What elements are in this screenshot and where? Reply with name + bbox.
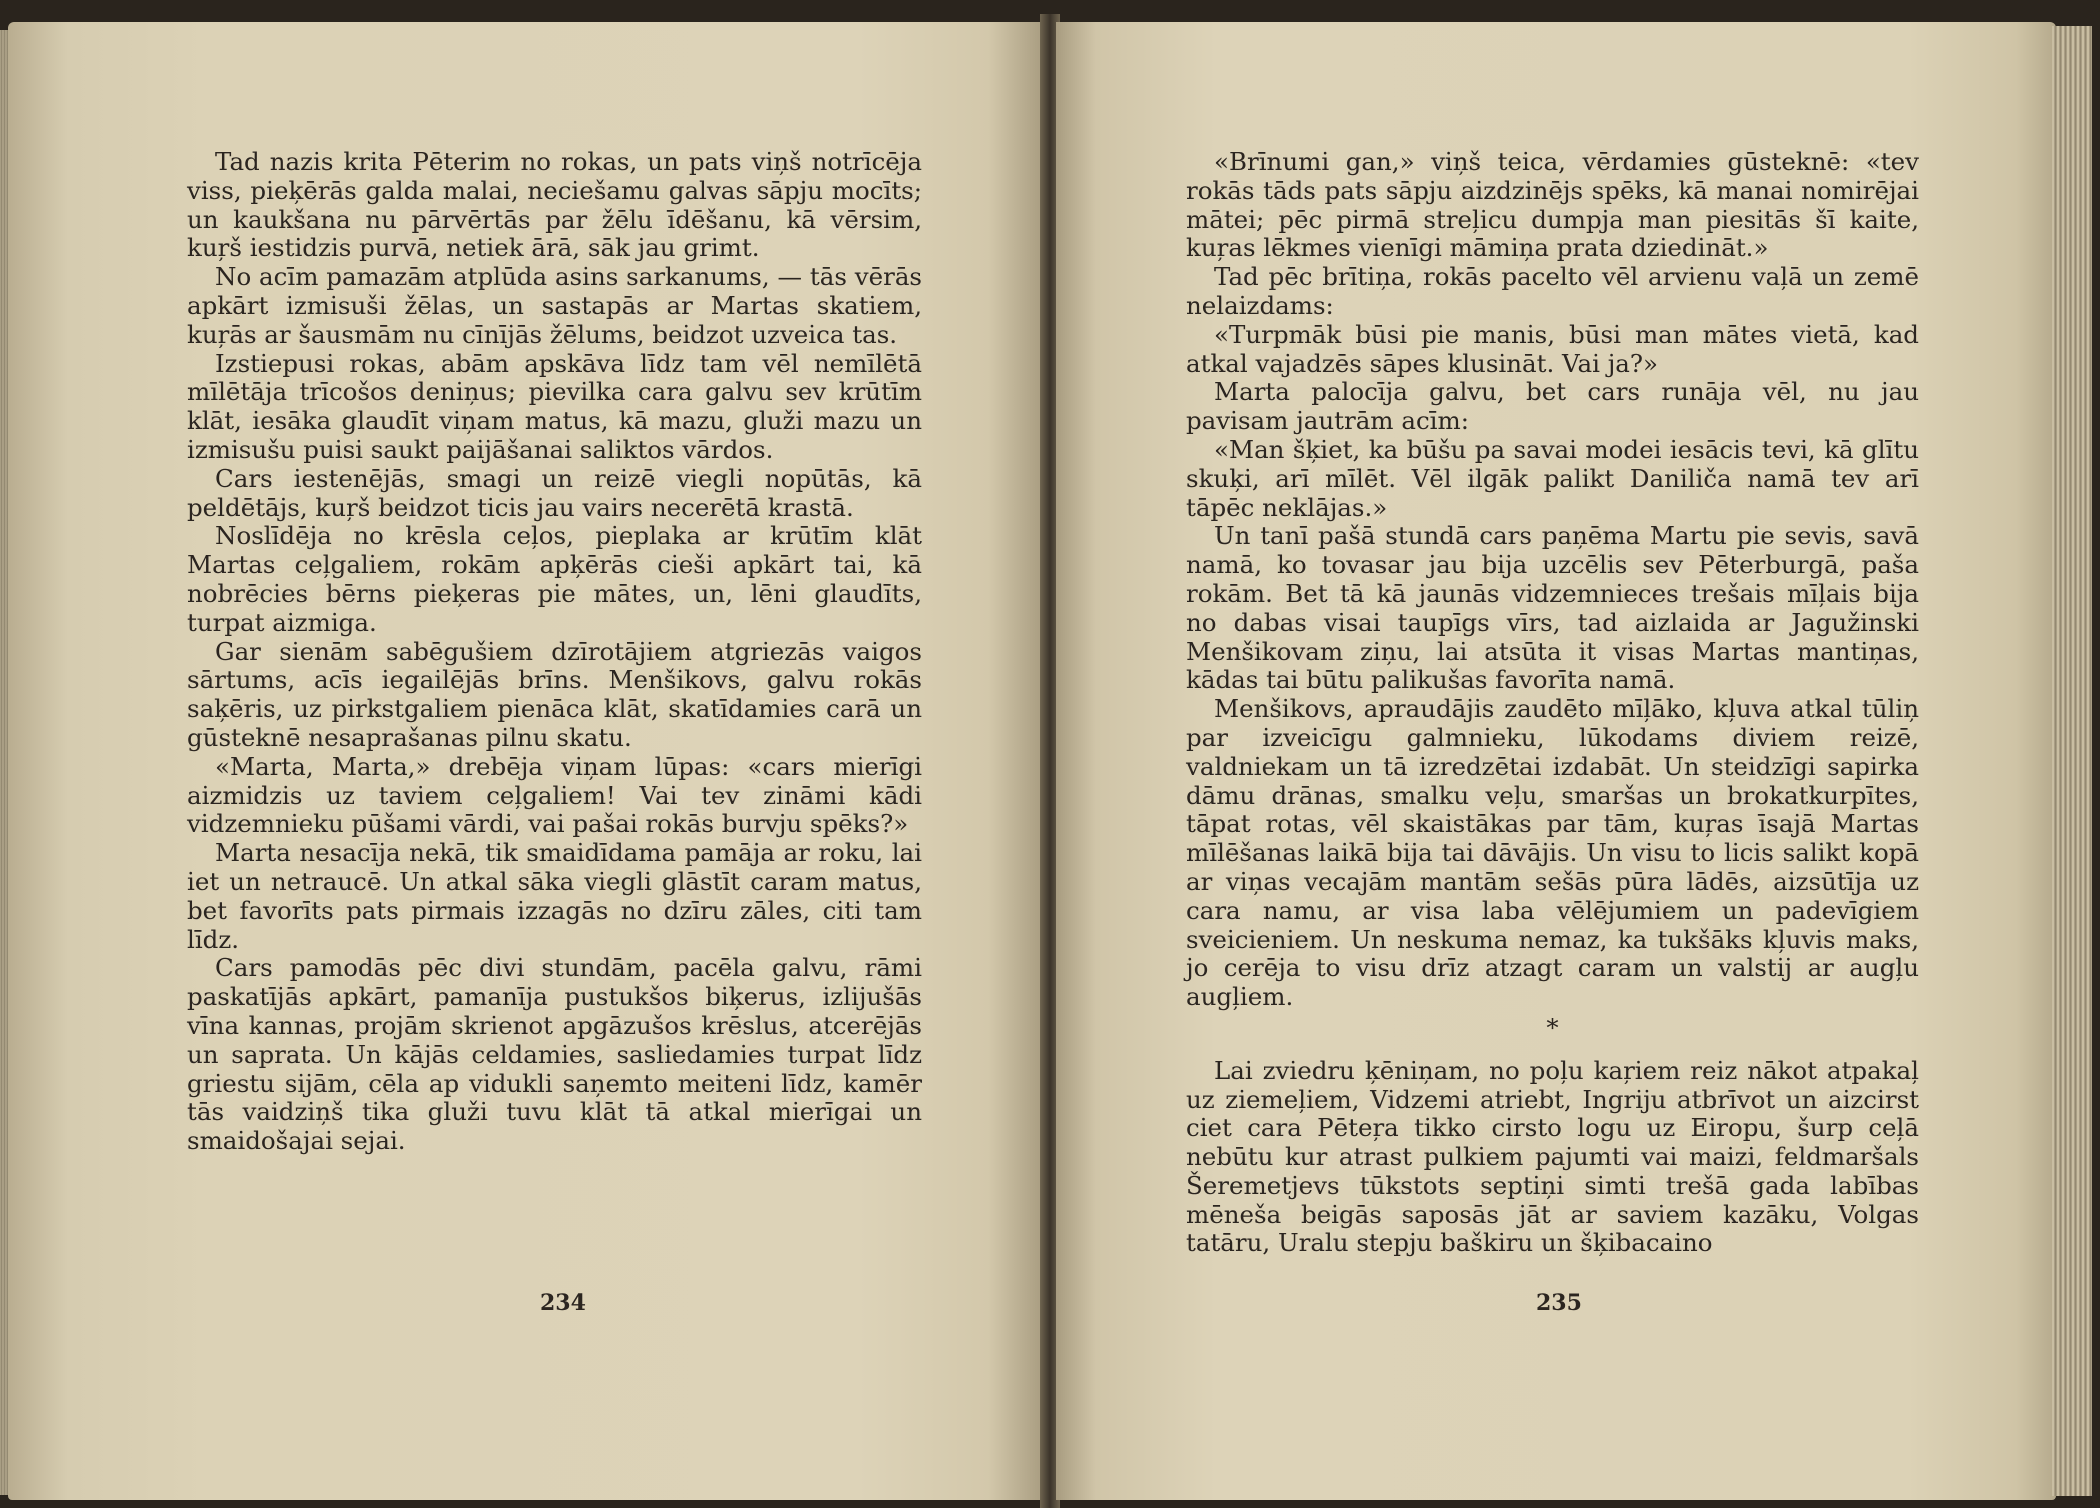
paragraph: Lai zviedru ķēniņam, no poļu kaŗiem reiz nākot atpakaļ uz ziemeļiem, Vidzemi atriebt, Ingriju atbrīvot un aizcirst ciet cara Pēteŗa tikko cirsto logu uz Eiropu, šurp ceļā nebūtu kur atrast pulkiem pajumti vai maizi, feldmaršals Šeremetjevs tūkstots septiņi simti trešā gada labības mēneša beigās saposās jāt ar saviem kazāku, Volgas tatāru, Uralu stepju baškiru un šķibacaino: [1186, 1055, 1919, 1258]
paragraph: «Marta, Marta,» drebēja viņam lūpas: «cars mierīgi aizmidzis uz taviem ceļgaliem! Vai tev zināmi kādi vidzemnieku pūšami vārdi, vai pašai rokās burvju spēks?»: [187, 751, 922, 839]
paragraph: Marta palocīja galvu, bet cars runāja vēl, nu jau pavisam jautrām acīm:: [1186, 377, 1919, 436]
right-page-edges: [2052, 26, 2092, 1496]
paragraph: Cars iestenējās, smagi un reizē viegli nopūtās, kā peldētājs, kuŗš beidzot ticis jau vairs necerētā krastā.: [187, 463, 922, 522]
paragraph: Tad pēc brītiņa, rokās pacelto vēl arvienu vaļā un zemē nelaizdams:: [1186, 262, 1919, 320]
paragraph: Tad nazis krita Pēterim no rokas, un pats viņš notrīcēja viss, pieķērās galda malai, neciešamu galvas sāpju mocīts; un kaukšana nu pārvērtās par žēlu īdēšanu, kā vērsim, kuŗš iestidzis purvā, netiek ārā, sāk jau grimt.: [187, 147, 922, 263]
paragraph: Un tanī pašā stundā cars paņēma Martu pie sevis, savā namā, ko tovasar jau bija uzcēlis sev Pēterburgā, paša rokām. Bet tā kā jaunās vidzemnieces trešais mīļais bija no dabas visai taupīgs vīrs, tad aizlaida ar Jagužinski Menšikovam ziņu, lai atsūta it visas Martas mantiņas, kādas tai būtu palikušas favorīta namā.: [1186, 521, 1919, 695]
paragraph: Izstiepusi rokas, abām apskāva līdz tam vēl nemīlētā mīlētāja trīcošos deniņus; pievilka cara galvu sev krūtīm klāt, iesāka glaudīt viņam matus, kā mazu, gluži mazu un izmisušu puisi saukt paijāšanai saliktos vārdos.: [187, 348, 922, 464]
page-number-right: 235: [1536, 1290, 1582, 1316]
paragraph: No acīm pamazām atplūda asins sarkanums, — tās vērās apkārt izmisuši žēlas, un sastapās ar Martas skatiem, kuŗās ar šausmām nu cīnījās žēlums, beidzot uzveica tas.: [187, 262, 922, 349]
paragraph: «Turpmāk būsi pie manis, būsi man mātes vietā, kad atkal vajadzēs sāpes klusināt. Vai ja?»: [1186, 319, 1919, 378]
section-separator: *: [1546, 1012, 1559, 1042]
paragraph: «Brīnumi gan,» viņš teica, vērdamies gūsteknē: «tev rokās tāds pats sāpju aizdzinējs spēks, kā manai nomirējai mātei; pēc pirmā streļicu dumpja man piesitās šī kaite, kuŗas lēkmes vienīgi māmiņa prata dziedināt.»: [1186, 147, 1919, 263]
page-number-left: 234: [540, 1290, 586, 1316]
paragraph: Noslīdēja no krēsla ceļos, pieplaka ar krūtīm klāt Martas ceļgaliem, rokām apķērās cieši apkārt tai, kā nobrēcies bērns pieķeras pie mātes, un, lēni glaudīts, turpat aizmiga.: [187, 521, 922, 637]
paragraph: Gar sienām sabēgušiem dzīrotājiem atgriezās vaigos sārtums, acīs iegailējās brīns. Menšikovs, galvu rokās saķēris, uz pirkstgaliem pienāca klāt, skatīdamies carā un gūsteknē nesaprašanas pilnu skatu.: [187, 636, 922, 752]
right-page-text: [1186, 148, 1919, 1258]
paragraph: Marta nesacīja nekā, tik smaidīdama pamāja ar roku, lai iet un netraucē. Un atkal sāka viegli glāstīt caram matus, bet favorīts pats pirmais izzagās no dzīru zāles, citi tam līdz.: [187, 838, 922, 954]
paragraph: Cars pamodās pēc divi stundām, pacēla galvu, rāmi paskatījās apkārt, pamanīja pustukšos biķerus, izlijušās vīna kannas, projām skrienot apgāzušos krēslus, atcerējās un saprata. Un kājās celdamies, sasliedamies turpat līdz griestu sijām, cēla ap vidukli saņemto meiteni līdz, kamēr tās vaidziņš tika gluži tuvu klāt tā atkal mierīgai un smaidošajai sejai.: [187, 953, 922, 1156]
paragraph: Menšikovs, apraudājis zaudēto mīļāko, kļuva atkal tūliņ par izveicīgu galmnieku, lūkodams diviem reizē, valdniekam un tā izredzētai izdabāt. Un steidzīgi sapirka dāmu drānas, smalku veļu, smaršas un brokatkurpītes, tāpat rotas, vēl skaistākas par tām, kuŗas īsajā Martas mīlēšanas laikā bija tai dāvājis. Un visu to licis salikt kopā ar viņas vecajām mantām sešās pūra lādēs, aizsūtīja uz cara namu, ar visa laba vēlējumiem un padevīgiem sveicieniem. Un neskuma nemaz, ka tukšāks kļuvis maks, jo cerēja to visu drīz atzagt caram un valstij ar augļu augļiem.: [1186, 694, 1919, 1012]
paragraph: «Man šķiet, ka būšu pa savai modei iesācis tevi, kā glītu skuķi, arī mīlēt. Vēl ilgāk palikt Daniliča namā tev arī tāpēc neklājas.»: [1186, 434, 1919, 522]
left-page-text: [187, 148, 922, 1156]
